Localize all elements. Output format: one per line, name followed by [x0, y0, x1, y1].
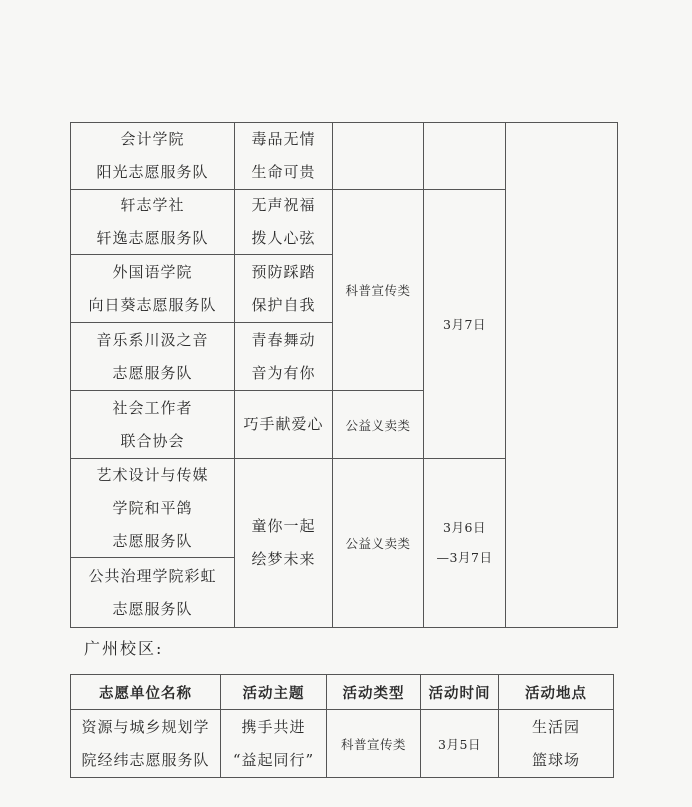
unit-cell: [70, 122, 235, 190]
header-cell: [326, 674, 421, 710]
place-text: 篮球场: [531, 750, 580, 769]
theme-text: “益起同行”: [232, 750, 315, 769]
unit-cell: [70, 254, 235, 323]
section-title: 广州校区:: [84, 639, 164, 658]
unit-name: 联合协会: [120, 431, 185, 450]
unit-name: 志愿服务队: [112, 599, 193, 618]
activity-type: 公益义卖类: [345, 536, 411, 551]
unit-name: 会计学院: [120, 130, 185, 148]
unit-name: 资源与城乡规划学: [81, 717, 210, 736]
theme-cell: [234, 390, 333, 459]
unit-name: 志愿服务队: [112, 531, 193, 550]
header-type: 活动类型: [342, 684, 405, 702]
type-cell-empty: [332, 122, 424, 190]
unit-name: 院经纬志愿服务队: [81, 750, 210, 769]
place-cell: [498, 709, 614, 778]
theme-text: 音为有你: [251, 363, 316, 382]
type-cell: [332, 189, 424, 391]
theme-text: 无声祝福: [251, 196, 316, 214]
theme-text: 携手共进: [241, 717, 306, 736]
activity-time: 3月6日: [443, 520, 486, 535]
unit-cell: [70, 390, 235, 459]
theme-cell: [234, 458, 333, 628]
theme-cell: [234, 322, 333, 391]
unit-cell: [70, 557, 235, 628]
unit-cell: [70, 709, 221, 778]
time-cell: [423, 458, 506, 628]
theme-text: 童你一起: [251, 517, 316, 535]
theme-cell: [234, 189, 333, 255]
theme-text: 青春舞动: [251, 330, 316, 349]
header-cell: [70, 674, 221, 710]
unit-name: 社会工作者: [112, 398, 193, 417]
activity-time: 3月7日: [443, 317, 486, 332]
theme-text: 拨人心弦: [251, 229, 316, 247]
header-place: 活动地点: [525, 684, 587, 702]
header-theme: 活动主题: [242, 684, 305, 702]
time-cell: [420, 709, 499, 778]
activity-type: 公益义卖类: [345, 417, 411, 433]
unit-name: 外国语学院: [112, 262, 193, 281]
activity-time: 3月5日: [438, 736, 481, 752]
unit-name: 艺术设计与传媒: [96, 465, 209, 484]
unit-name: 阳光志愿服务队: [96, 163, 209, 181]
time-cell: [423, 189, 506, 459]
theme-text: 生命可贵: [251, 163, 316, 181]
header-cell: [420, 674, 499, 710]
theme-cell: [220, 709, 327, 778]
activity-type: 科普宣传类: [340, 736, 406, 752]
header-time: 活动时间: [428, 684, 491, 702]
unit-name: 学院和平鸽: [112, 498, 193, 517]
type-cell: [332, 390, 424, 459]
type-cell: [326, 709, 421, 778]
theme-cell: [234, 122, 333, 190]
theme-text: 毒品无情: [251, 130, 316, 148]
time-cell-empty: [423, 122, 506, 190]
unit-name: 公共治理学院彩虹: [88, 566, 217, 585]
unit-name: 向日葵志愿服务队: [88, 295, 217, 314]
theme-text: 保护自我: [251, 295, 316, 314]
header-unit: 志愿单位名称: [99, 684, 192, 702]
header-cell: [498, 674, 614, 710]
theme-text: 巧手献爱心: [243, 415, 324, 433]
unit-cell: [70, 189, 235, 255]
place-text: 生活园: [531, 717, 580, 736]
type-cell: [332, 458, 424, 628]
theme-cell: [234, 254, 333, 323]
unit-name: 音乐系川汲之音: [96, 330, 209, 349]
header-cell: [220, 674, 327, 710]
activity-time: —3月7日: [436, 550, 493, 565]
unit-cell: [70, 458, 235, 558]
unit-name: 志愿服务队: [112, 363, 193, 382]
theme-text: 绘梦未来: [251, 550, 316, 568]
theme-text: 预防踩踏: [251, 262, 316, 281]
place-cell-empty: [505, 122, 618, 628]
activity-type: 科普宣传类: [345, 283, 411, 298]
unit-cell: [70, 322, 235, 391]
unit-name: 轩志学社: [120, 196, 185, 214]
unit-name: 轩逸志愿服务队: [96, 229, 209, 247]
